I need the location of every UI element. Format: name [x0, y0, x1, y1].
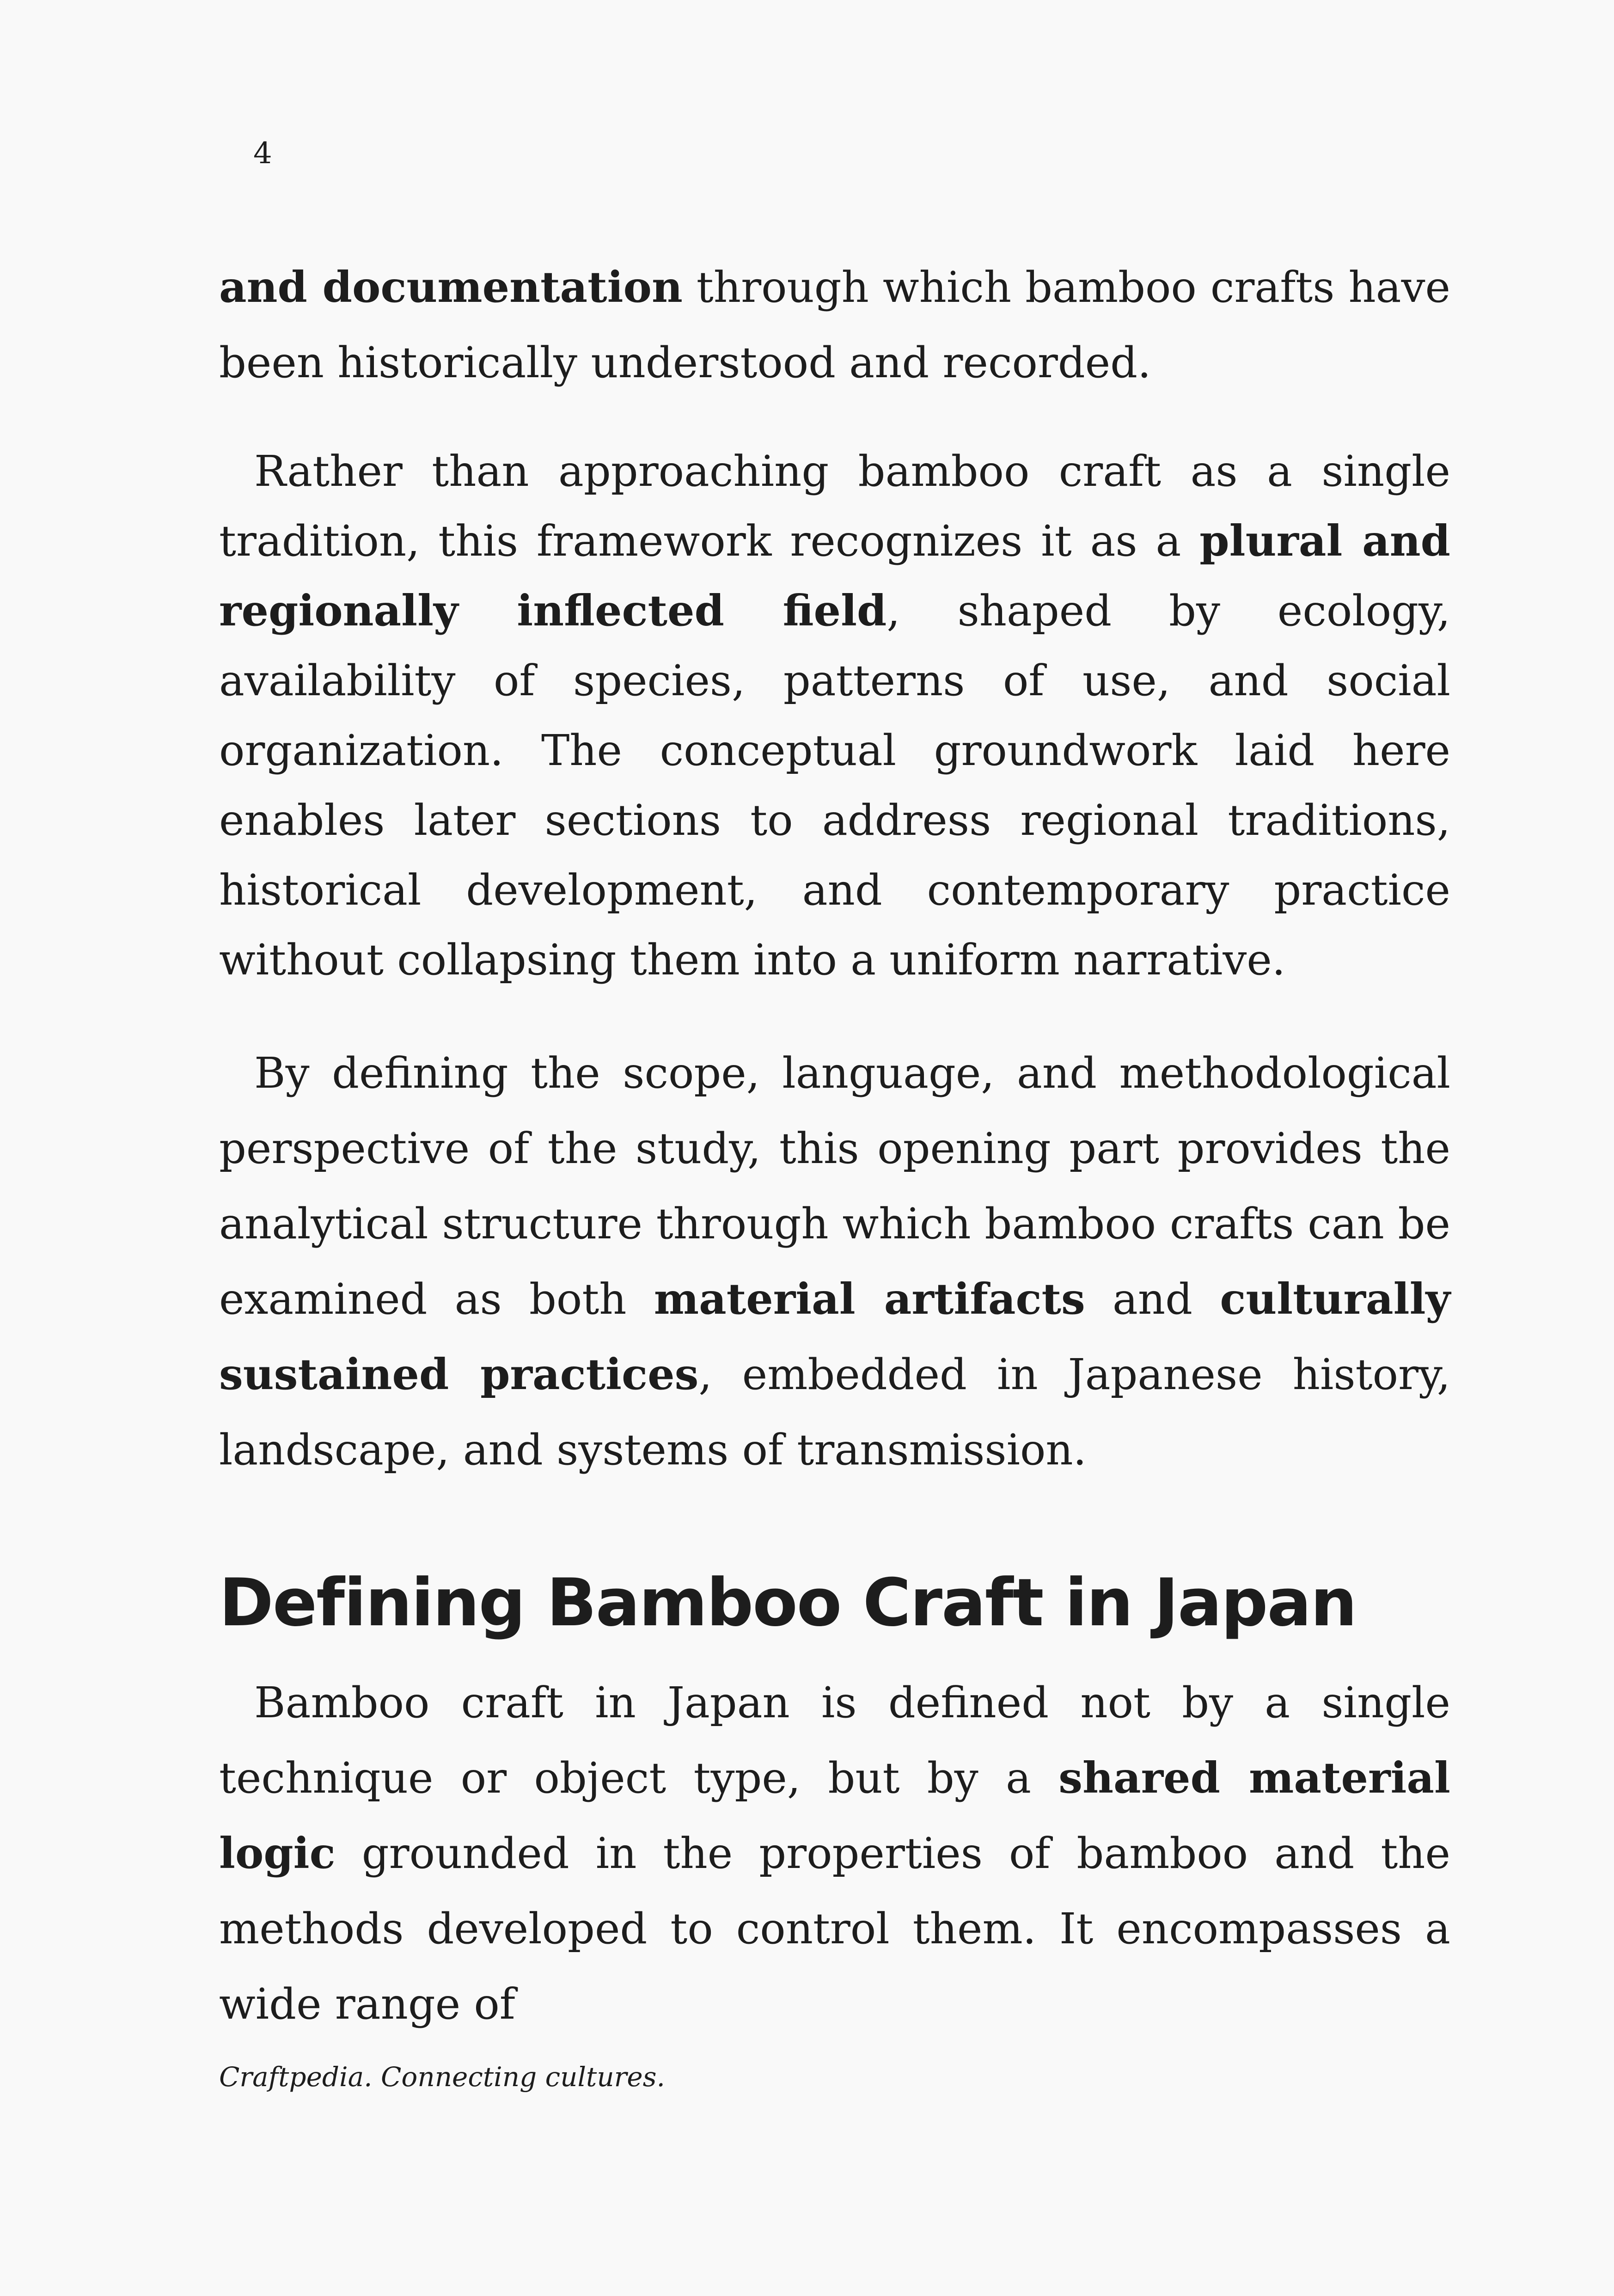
- paragraph-text: through which bamboo crafts have been historically understood and recorded.: [219, 263, 1450, 387]
- paragraph-text: Rather than approaching bamboo craft as a single tradition, this framework recognizes it as a: [219, 447, 1450, 566]
- bold-phrase: plural and regionally inflected field: [219, 516, 1451, 636]
- paragraph-continuation: [219, 250, 1450, 400]
- paragraph-text: , embedded in Japanese history, landscape, and systems of transmission.: [219, 1350, 1450, 1475]
- paragraph-definition: [219, 1665, 1450, 2042]
- section-heading: Defining Bamboo Craft in Japan: [219, 1565, 1357, 1641]
- bold-phrase: and documentation: [219, 262, 683, 312]
- paragraph-text: and: [1085, 1274, 1220, 1324]
- paragraph-text: grounded in the properties of bamboo and the methods developed to control them. It encompasses a wide range of: [219, 1829, 1450, 2029]
- paragraph-scope: [219, 1035, 1450, 1488]
- paragraph-text: Bamboo craft in Japan is defined not by a single technique or object type, but by a: [219, 1678, 1450, 1803]
- paragraph-text: By defining the scope, language, and methodological perspective of the study, this opening part provides the analytical structure through which bamboo crafts can be examined as both: [219, 1048, 1450, 1324]
- bold-phrase: culturally sustained practices: [219, 1274, 1450, 1399]
- bold-phrase: shared material logic: [219, 1753, 1450, 1878]
- paragraph-framework: [219, 436, 1450, 995]
- paragraph-text: , shaped by ecology, availability of species, patterns of use, and social organization. The conceptual groundwork laid here enables later sections to address regional traditions, historical development, and contemporary practice without collapsing them into a uniform narrative.: [219, 586, 1450, 985]
- bold-phrase: material artifacts: [654, 1274, 1085, 1324]
- footer-tagline: Craftpedia. Connecting cultures.: [219, 2061, 665, 2093]
- page-number: 4: [253, 136, 272, 171]
- page-body: [219, 250, 1450, 2042]
